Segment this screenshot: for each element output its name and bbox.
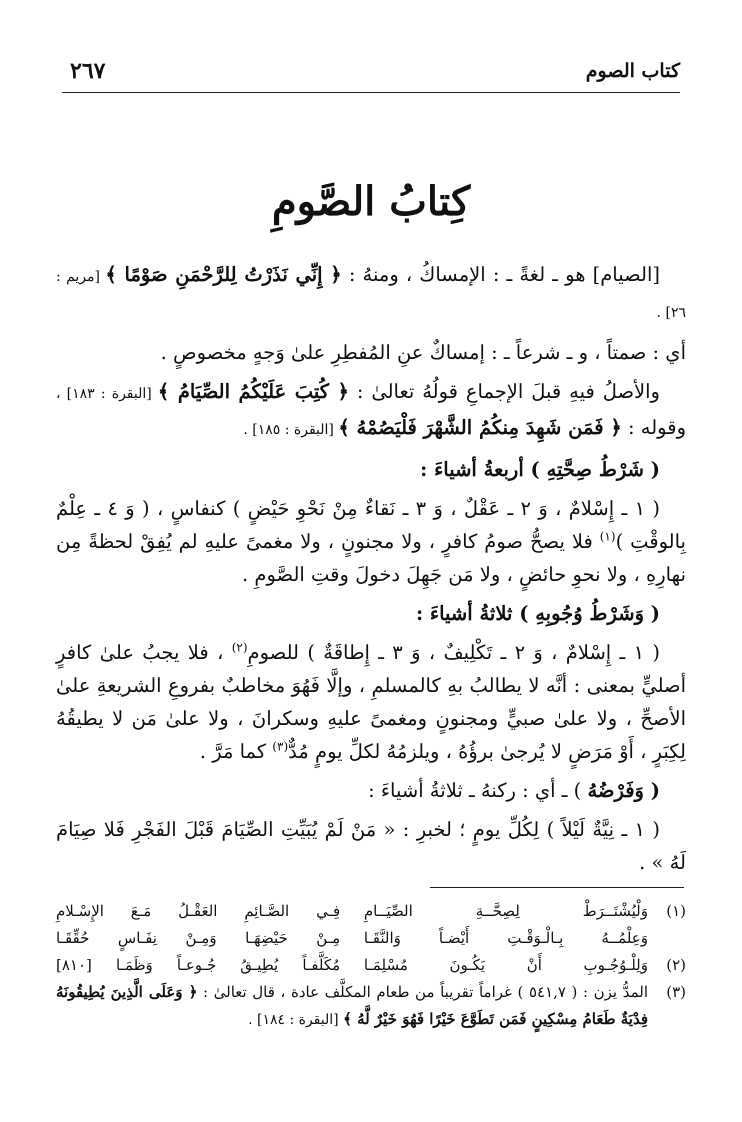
quran-verse: ﴿ وَعَلَى الَّذِينَ يُطِيقُونَهُ فِدْيَةٌ طَعَامُ مِسْكِينٍ فَمَن تَطَوَّعَ خَيْرًا فَهُوَ خَيْرٌ لَّهُ ﴾ (56, 983, 648, 1028)
footnote-body (56, 979, 648, 1034)
paragraph-definition (56, 258, 686, 330)
heading-term: وَشَرْطُ وُجُوبِهِ (535, 602, 644, 625)
heading-rest: ) ثلاثةُ أشياءَ : (415, 602, 536, 625)
section-heading (56, 597, 686, 630)
verse-hemistich: وَلْيُشْتَــرَطْ لِصِحَّــةِ الصِّيَــامِ (363, 902, 648, 920)
verse-reference: [مريم : ٢٦] . (56, 269, 686, 321)
paragraph-evidence (56, 375, 686, 447)
paragraph-validity-conditions (56, 492, 686, 591)
verse-hemistich: وَعِلْمُــهُ بِـالْـوَقْـتِ أَيْضـاً وَالنَّقَـا (363, 929, 648, 947)
footnote-divider (430, 887, 684, 888)
bracket-open: ( (643, 779, 660, 802)
footnote-marker: (٢) (231, 640, 248, 655)
quran-verse: ﴿ كُتِبَ عَلَيْكُمُ الصِّيَامُ ﴾ (157, 380, 349, 403)
verse-reference: [البقرة : ١٨٥] . (243, 422, 339, 438)
footnote-marker: (٣) (272, 739, 289, 754)
bracket-open: ( (643, 458, 660, 481)
footnote-text: المدُّ يزن : ( ٥٤١,٧ ) غراماً تقريباً من طعام المكلَّف عادة ، قال تعالىٰ : (197, 983, 648, 1001)
footnote-number: (٢) (666, 956, 686, 974)
verse-line (56, 952, 648, 979)
verse-reference: [البقرة : ١٨٤] . (248, 1012, 344, 1028)
footnote-marker: (١) (599, 529, 616, 544)
verse-hemistich: وَلِلْـوُجُـوبِ أَنْ يَكُـونَ مُسْلِمَـا (363, 956, 648, 974)
paragraph-text: فلا يصحُّ صومُ كافرٍ ، ولا مجنونٍ ، ولا مغمىً عليهِ لم يُفِقْ لحظةً مِن نهارِهِ ، ولا نحوِ حائضٍ ، ولا مَن جَهِلَ دخولَ وقتِ الصَّومِ . (56, 530, 686, 586)
main-text (56, 258, 686, 885)
bracket-open: ( (643, 602, 660, 625)
paragraph-obligation-conditions (56, 636, 686, 768)
section-heading (56, 453, 686, 486)
section-heading (56, 774, 686, 807)
running-header (62, 58, 680, 93)
chapter-title: كِتابُ الصَّومِ (271, 178, 471, 225)
paragraph-text: [الصيام] هو ـ لغةً ـ : الإمساكُ ، ومنهُ : (341, 263, 660, 286)
page-number: ٢٦٧ (70, 58, 106, 84)
heading-rest: ) ـ أي : ركنهُ ـ ثلاثةُ أشياءَ : (368, 779, 588, 802)
footnote-number: (٣) (666, 983, 686, 1001)
verse-hemistich: فِـي الصَّـائِمِ العَقْـلُ مَـعَ الإِسْـلامِ (56, 902, 341, 920)
paragraph-text: وقوله : (621, 416, 686, 439)
footnote-1 (56, 898, 686, 952)
footnote-3 (56, 979, 686, 1034)
paragraph-text: والأصلُ فيهِ قبلَ الإجماعِ قولُهُ تعالىٰ : (348, 380, 660, 403)
paragraph-text: أي : صمتاً ، و ـ شرعاً ـ : إمساكٌ عنِ المُفطِرِ علىٰ وَجهٍ مخصوصٍ . (160, 341, 686, 364)
verse-reference: [البقرة : ١٨٣] ، (56, 386, 158, 402)
paragraph-intention (56, 813, 686, 879)
paragraph-text: ( ١ ـ نِيَّةٌ لَيْلاً ) لِكُلِّ يومٍ ؛ لخبرِ : « مَنْ لَمْ يُبَيِّتِ الصِّيَامَ قَبْلَ الفَجْرِ فَلا صِيَامَ لَهُ » . (56, 818, 686, 874)
paragraph-text: ، فلا يجبُ علىٰ كافرٍ أصليٍّ بمعنى : أنَّه لا يطالبُ بهِ كالمسلمِ ، وإلَّا فَهُوَ مخاطبٌ بفروعِ الشريعةِ علىٰ الأصحِّ ، ولا علىٰ صبيٍّ ومجنونٍ ومغمىً عليهِ وسكرانَ ، ولا علىٰ مَن لا يطيقُهُ لِكِبَرٍ ، أَوْ مَرَضٍ لا يُرجىٰ برؤُهُ ، ويلزمُهُ لكلِّ يومٍ مُدٌّ (56, 641, 686, 763)
verse-hemistich: مِـنْ حَيْضِهَـا وَمِـنْ نِفَـاسٍ حُقِّقَـا (56, 929, 341, 947)
quran-verse: ﴿ إِنِّي نَذَرْتُ لِلرَّحْمَنِ صَوْمًا ﴾ (105, 263, 342, 286)
verse-line (56, 898, 648, 925)
heading-rest: ) أربعةُ أشياءَ : (420, 458, 547, 481)
footnotes (56, 898, 686, 1034)
footnote-2 (56, 952, 686, 979)
heading-term: شَرْطُ صِحَّتِهِ (546, 458, 644, 481)
verse-line (56, 925, 648, 952)
paragraph-text: ( ١ ـ إِسْلامٌ ، وَ ٢ ـ تَكْلِيفٌ ، وَ ٣ ـ إِطاقَةٌ ) للصومِ (247, 641, 660, 664)
heading-term: وَفَرْضُهُ (587, 779, 644, 802)
quran-verse: ﴿ فَمَن شَهِدَ مِنكُمُ الشَّهْرَ فَلْيَصُمْهُ ﴾ (338, 416, 622, 439)
footnote-number: (١) (666, 902, 686, 920)
verse-hemistich: مُكَلَّفـاً يُطِيـقُ جُـوعـاً وَظَمَـا [٨١٠] (56, 956, 341, 974)
paragraph-meaning (56, 336, 686, 369)
footnote-body (56, 898, 648, 952)
running-title: كتاب الصوم (585, 60, 680, 82)
footnote-body (56, 952, 648, 979)
paragraph-text: ( ١ ـ إِسْلامٌ ، وَ ٢ ـ عَقْلٌ ، وَ ٣ ـ نَقاءٌ مِنْ نَحْوِ حَيْضٍ ) كنفاسٍ ، ( وَ ٤ ـ عِلْمٌ بِالوقْتِ ) (56, 497, 686, 553)
paragraph-text: كما مَرَّ . (199, 740, 273, 763)
